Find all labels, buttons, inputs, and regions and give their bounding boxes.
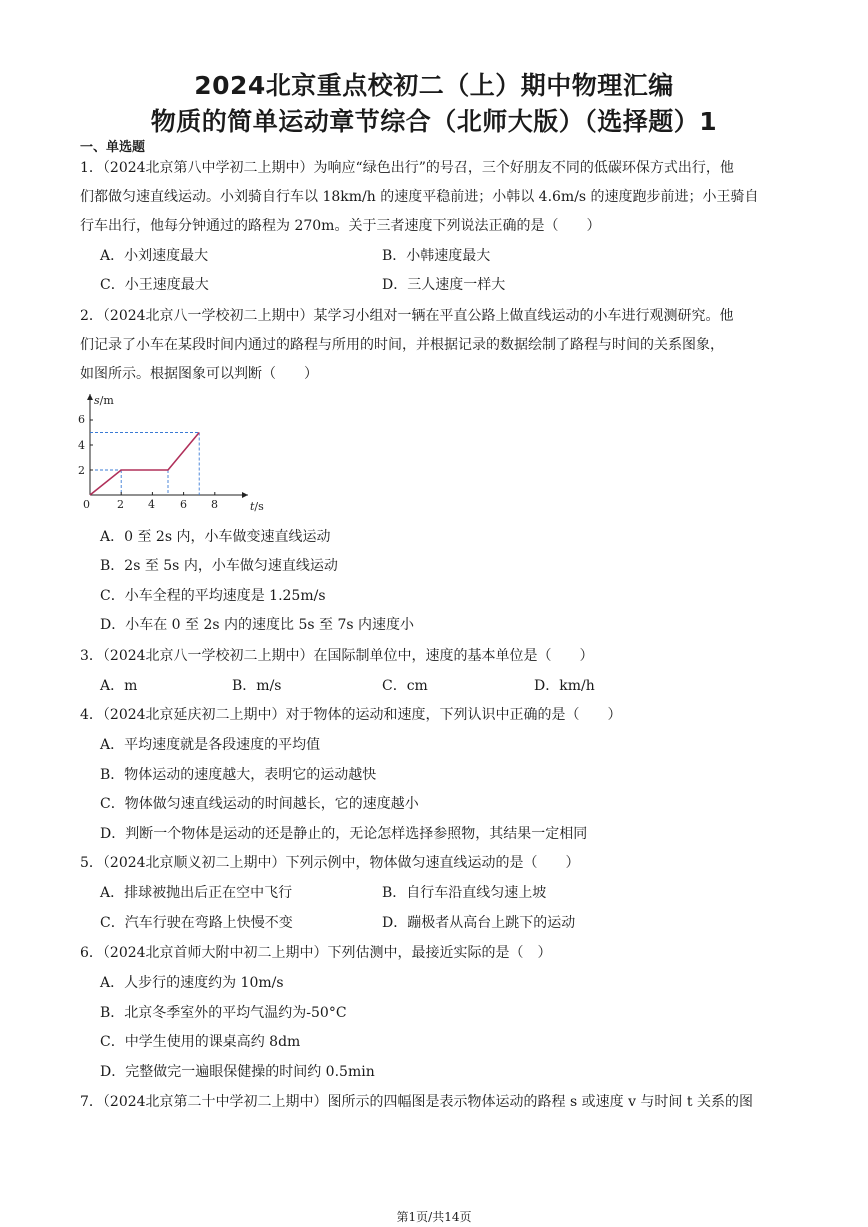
y-tick-label: 4	[78, 439, 85, 452]
series-line	[90, 433, 199, 496]
q4-line: 4．（2024北京延庆初二上期中）对于物体的运动和速度，下列认识中正确的是（ ）	[80, 707, 622, 723]
q1-line-1: 1．（2024北京第八中学初二上期中）为响应“绿色出行”的号召，三个好朋友不同的低碳环保方式出行，他	[80, 160, 734, 176]
q2-line-2: 们记录了小车在某段时间内通过的路程与所用的时间，并根据记录的数据绘制了路程与时间的关系图象，	[80, 337, 724, 353]
q2-option-c: C．小车全程的平均速度是 1.25m/s	[100, 588, 326, 604]
y-axis-label: s/m	[94, 394, 114, 407]
page-subtitle: 物质的简单运动章节综合（北师大版）（选择题）1	[150, 107, 718, 136]
q1-line-2: 们都做匀速直线运动。小刘骑自行车以 18km/h 的速度平稳前进；小韩以 4.6m/s 的速度跑步前进；小王骑自	[80, 189, 759, 205]
page-footer: 第1页/共14页	[396, 1210, 472, 1224]
page-title: 2024北京重点校初二（上）期中物理汇编	[194, 71, 674, 100]
x-tick-label: 6	[180, 498, 187, 511]
q3-option-a: A．m	[100, 678, 138, 694]
q5-option-c: C．汽车行驶在弯路上快慢不变	[100, 915, 293, 931]
q1-line-3: 行车出行，他每分钟通过的路程为 270m。关于三者速度下列说法正确的是（ ）	[80, 218, 601, 234]
x-tick-label: 2	[117, 498, 124, 511]
q3-option-d: D．km/h	[534, 678, 595, 694]
q5-option-a: A．排球被抛出后正在空中飞行	[100, 885, 293, 901]
axis-ticks	[90, 420, 215, 495]
q6-option-a: A．人步行的速度约为 10m/s	[100, 975, 284, 991]
q4-option-a: A．平均速度就是各段速度的平均值	[100, 737, 321, 753]
q2-line-3: 如图所示。根据图象可以判断（ ）	[80, 366, 318, 382]
q7-line: 7．（2024北京第二十中学初二上期中）图所示的四幅图是表示物体运动的路程 s 或速度 v 与时间 t 关系的图	[80, 1094, 753, 1110]
q5-option-b: B．自行车沿直线匀速上坡	[382, 885, 547, 901]
x-axis-label: t/s	[250, 500, 264, 513]
q4-option-b: B．物体运动的速度越大，表明它的运动越快	[100, 767, 377, 783]
x-tick-label: 8	[211, 498, 218, 511]
distance-time-graph	[76, 388, 276, 520]
q5-option-d: D．蹦极者从高台上跳下的运动	[382, 915, 576, 931]
q5-line: 5．（2024北京顺义初二上期中）下列示例中，物体做匀速直线运动的是（ ）	[80, 855, 580, 871]
q3-option-b: B．m/s	[232, 678, 282, 694]
y-tick-label: 6	[78, 413, 85, 426]
y-tick-label: 2	[78, 464, 85, 477]
q4-option-d: D．判断一个物体是运动的还是静止的，无论怎样选择参照物，其结果一定相同	[100, 826, 588, 842]
x-tick-label: 4	[148, 498, 155, 511]
q6-option-b: B．北京冬季室外的平均气温约为-50°C	[100, 1005, 347, 1021]
q2-option-a: A．0 至 2s 内，小车做变速直线运动	[100, 529, 331, 545]
q1-option-c: C．小王速度最大	[100, 277, 209, 293]
q6-option-d: D．完整做完一遍眼保健操的时间约 0.5min	[100, 1064, 375, 1080]
q3-line: 3．（2024北京八一学校初二上期中）在国际制单位中，速度的基本单位是（ ）	[80, 648, 594, 664]
q4-option-c: C．物体做匀速直线运动的时间越长，它的速度越小	[100, 796, 419, 812]
q1-option-d: D．三人速度一样大	[382, 277, 506, 293]
section-heading: 一、单选题	[80, 140, 146, 155]
q2-option-b: B．2s 至 5s 内，小车做匀速直线运动	[100, 558, 338, 574]
guide-lines	[90, 433, 199, 496]
q2-option-d: D．小车在 0 至 2s 内的速度比 5s 至 7s 内速度小	[100, 617, 415, 633]
q1-option-a: A．小刘速度最大	[100, 248, 209, 264]
q6-option-c: C．中学生使用的课桌高约 8dm	[100, 1034, 301, 1050]
q3-option-c: C．cm	[382, 678, 428, 694]
q2-line-1: 2．（2024北京八一学校初二上期中）某学习小组对一辆在平直公路上做直线运动的小车进行观测研究。他	[80, 308, 734, 324]
q6-line: 6．（2024北京首师大附中初二上期中）下列估测中，最接近实际的是（ ）	[80, 945, 552, 961]
origin-label: 0	[83, 498, 90, 511]
q1-option-b: B．小韩速度最大	[382, 248, 491, 264]
